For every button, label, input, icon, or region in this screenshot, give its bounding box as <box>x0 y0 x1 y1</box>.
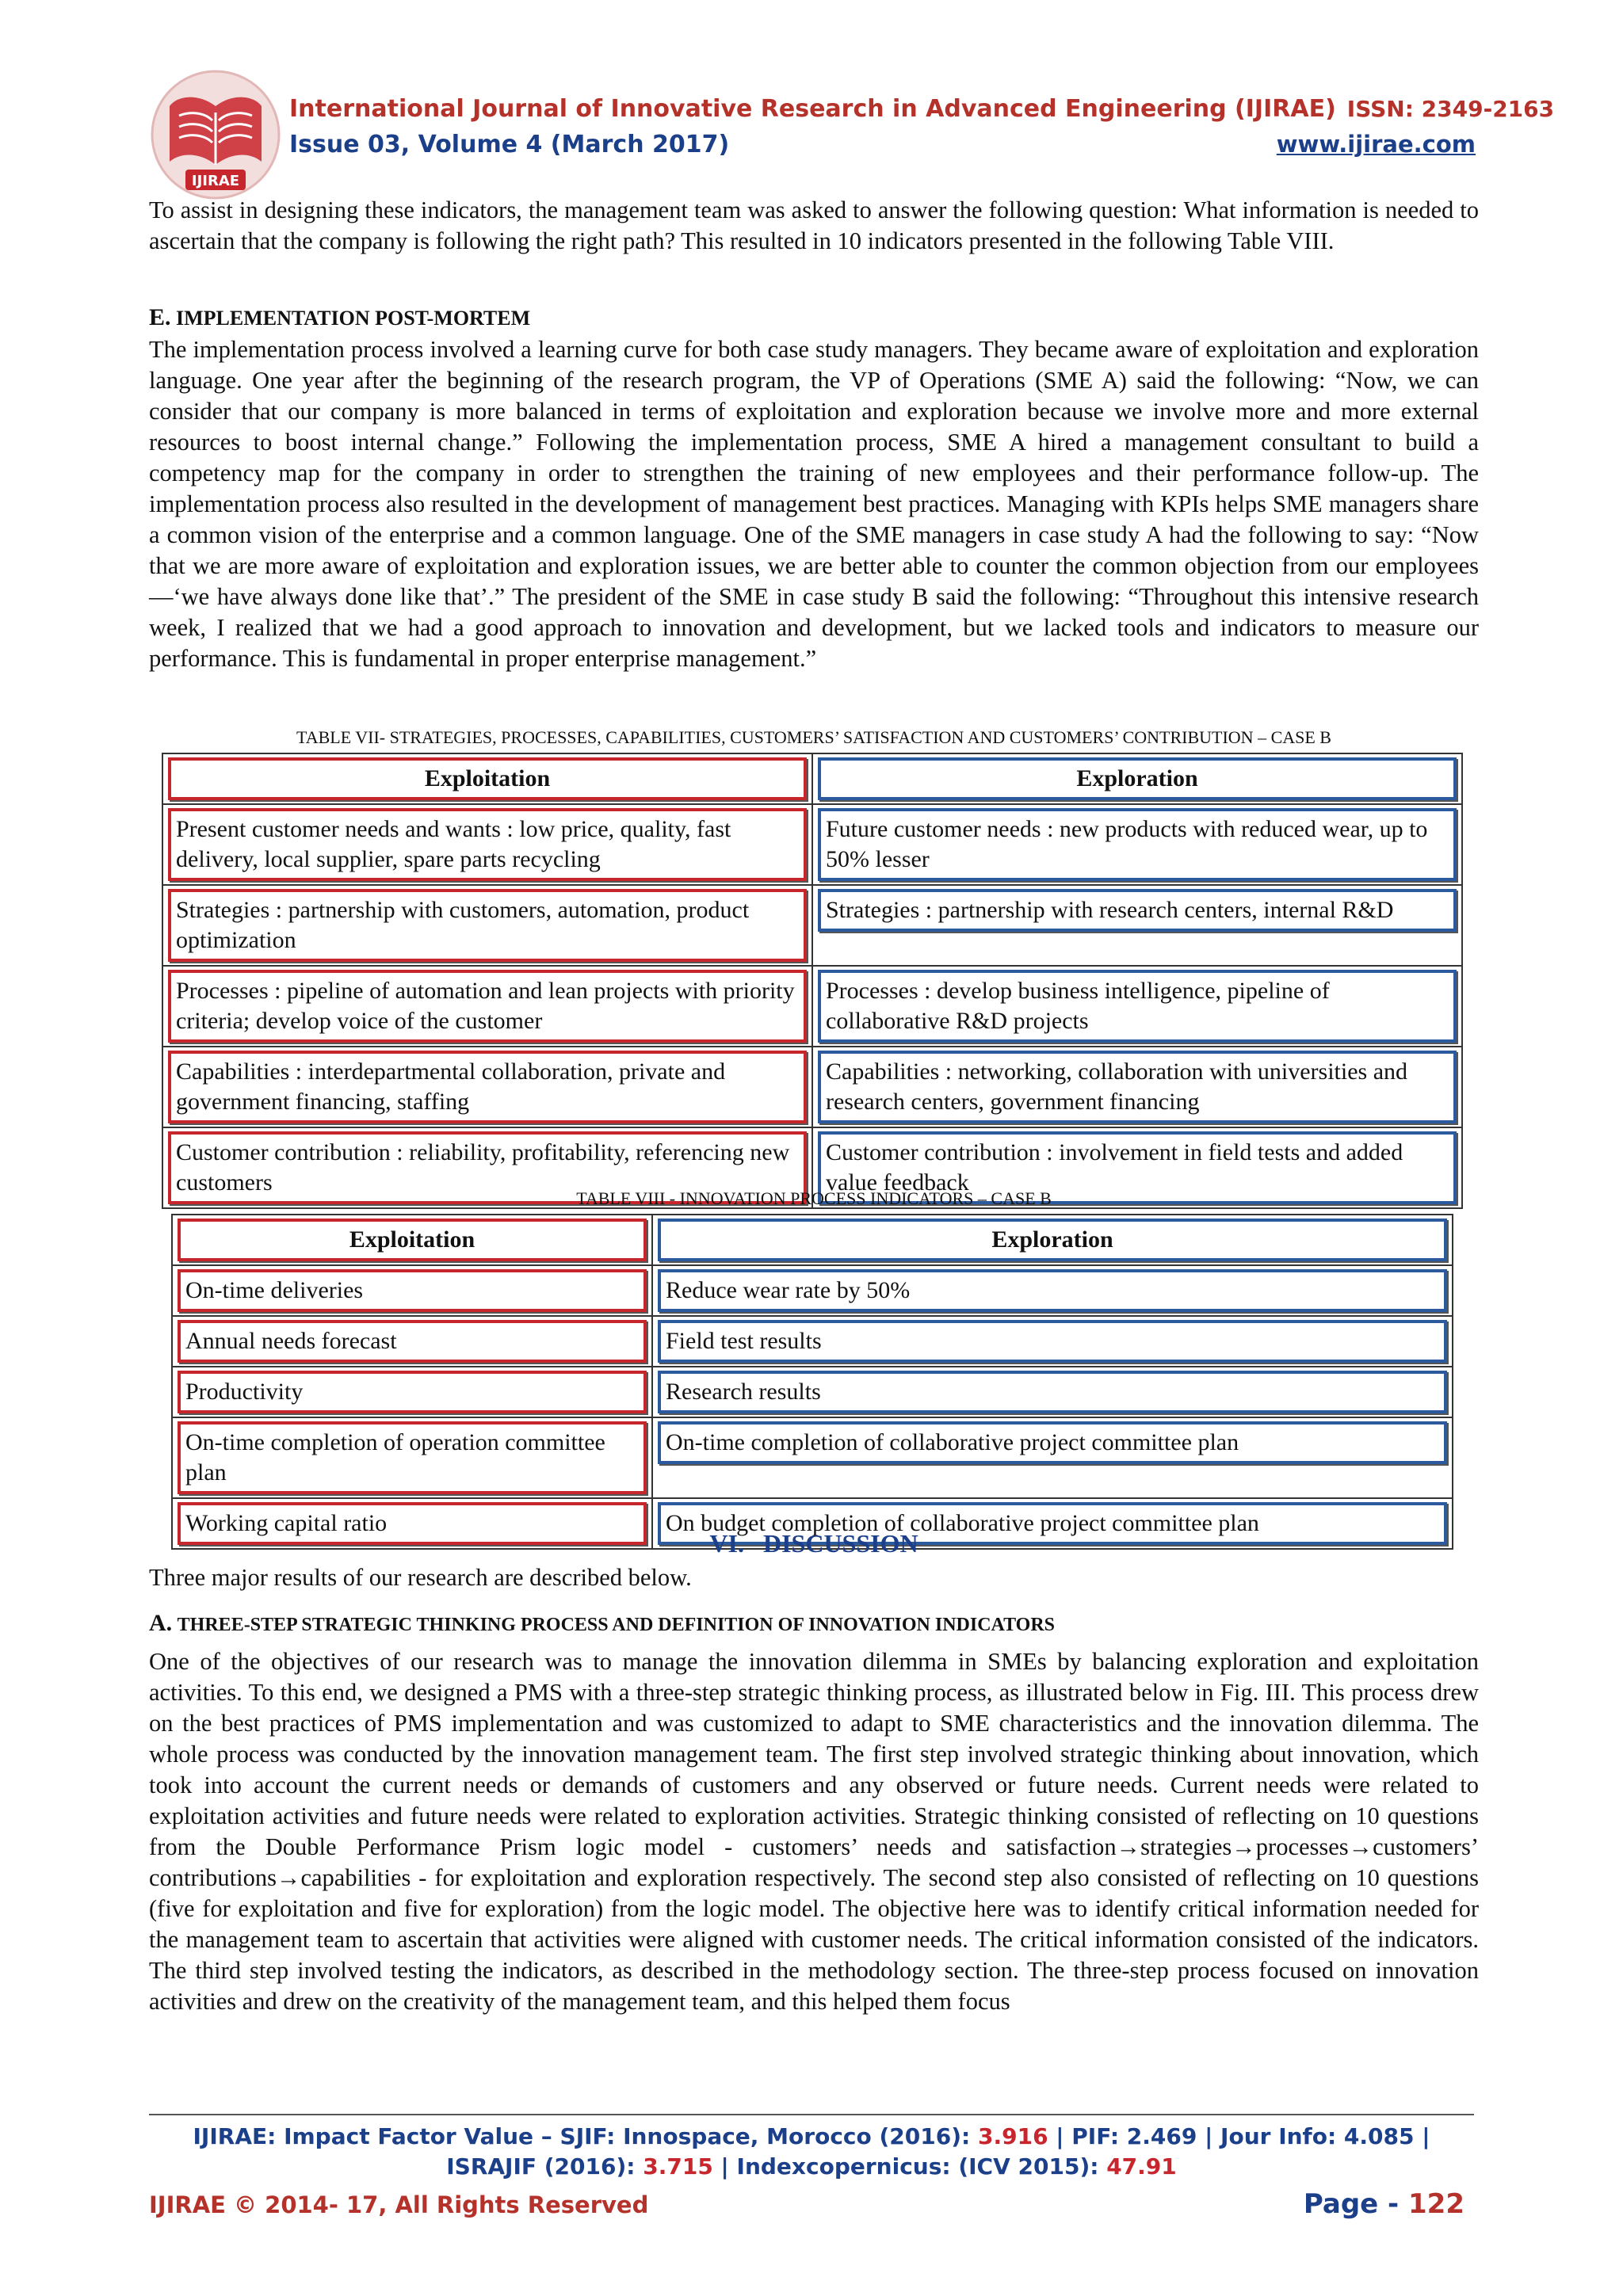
table8-cell: On-time completion of collaborative project committee plan <box>658 1421 1447 1464</box>
table7-cell: Processes : develop business intelligence, pipeline of collaborative R&D projects <box>818 970 1457 1043</box>
table7-cell: Future customer needs : new products with reduced wear, up to 50% lesser <box>818 808 1457 881</box>
section-a-heading <box>149 1610 1055 1637</box>
table8 <box>171 1214 1453 1550</box>
section-vi-heading: VI. DISCUSSION <box>709 1529 918 1558</box>
table-row <box>162 966 1462 1047</box>
intro-paragraph: To assist in designing these indicators, the management team was asked to answer the following question: What information is needed to ascertain that the company is following the right path? This resulted in 10 indicators presented in the following Table VIII. <box>149 196 1479 254</box>
issue-info: Issue 03, Volume 4 (March 2017) <box>289 131 730 158</box>
footer-sjif-value: 3.916 <box>977 2123 1048 2149</box>
section-a-title: THREE-STEP STRATEGIC THINKING PROCESS AND DEFINITION OF INNOVATION INDICATORS <box>177 1615 1056 1635</box>
table8-header-exploration: Exploration <box>658 1219 1447 1261</box>
footer-pif-info: | PIF: 2.469 | Jour Info: 4.085 | <box>1048 2123 1430 2149</box>
table-row <box>172 1265 1453 1316</box>
table7-cell: Present customer needs and wants : low price, quality, fast delivery, local supplier, spare parts recycling <box>168 808 807 881</box>
table8-cell: Reduce wear rate by 50% <box>658 1269 1447 1312</box>
table7-cell: Customer contribution : reliability, profitability, referencing new customers <box>168 1131 807 1204</box>
table-row <box>162 804 1462 885</box>
section-e-letter: E. <box>149 304 171 330</box>
table7-cell: Capabilities : interdepartmental collaboration, private and government financing, staffing <box>168 1051 807 1123</box>
table8-cell: On-time deliveries <box>178 1269 647 1312</box>
table8-cell: Field test results <box>658 1320 1447 1363</box>
copyright: IJIRAE © 2014- 17, All Rights Reserved <box>149 2191 649 2218</box>
journal-title <box>289 95 1554 123</box>
table7 <box>162 753 1463 1209</box>
table7-caption: TABLE VII- STRATEGIES, PROCESSES, CAPABILITIES, CUSTOMERS’ SATISFACTION AND CUSTOMERS’ CONTRIBUTION – CASE B <box>296 727 1331 747</box>
table7-cell: Customer contribution : involvement in field tests and added value feedback <box>818 1131 1457 1204</box>
section-vi-intro: Three major results of our research are described below. <box>149 1564 692 1591</box>
footer-israjif-value: 3.715 <box>643 2153 713 2180</box>
table7-header-row <box>162 753 1462 804</box>
table8-cell: Productivity <box>178 1371 647 1413</box>
footer-index-line <box>149 2153 1474 2180</box>
table7-cell: Processes : pipeline of automation and lean projects with priority criteria; develop voice of the customer <box>168 970 807 1043</box>
page-label: Page - <box>1303 2188 1409 2220</box>
table7-cell: Strategies : partnership with research centers, internal R&D <box>818 889 1457 932</box>
table-row <box>162 1047 1462 1127</box>
logo-text: IJIRAE <box>191 173 240 189</box>
table-row <box>172 1367 1453 1417</box>
footer-impact-line <box>149 2123 1474 2149</box>
section-e-heading <box>149 304 530 331</box>
table7-header-exploitation: Exploitation <box>168 757 807 800</box>
table7-cell: Strategies : partnership with customers, automation, product optimization <box>168 889 807 962</box>
issn: ISSN: 2349-2163 <box>1346 96 1555 122</box>
table8-cell: Research results <box>658 1371 1447 1413</box>
footer-sjif-label: IJIRAE: Impact Factor Value – SJIF: Innospace, Morocco (2016): <box>193 2123 978 2149</box>
table-row <box>172 1417 1453 1498</box>
table8-cell: Working capital ratio <box>178 1502 647 1545</box>
table7-cell: Capabilities : networking, collaboration with universities and research centers, government financing <box>818 1051 1457 1123</box>
journal-name: International Journal of Innovative Research in Advanced Engineering (IJIRAE) <box>289 95 1336 123</box>
table7-header-exploration: Exploration <box>818 757 1457 800</box>
footer-icv-value: 47.91 <box>1106 2153 1177 2180</box>
journal-url-link[interactable]: www.ijirae.com <box>1276 131 1476 158</box>
page-number-value: 122 <box>1408 2188 1465 2220</box>
section-a-paragraph: One of the objectives of our research was to manage the innovation dilemma in SMEs by balancing exploration and exploitation activities. To this end, we designed a PMS with a three-step strategic thinking process, as illustrated below in Fig. III. This process drew on the best practices of PMS implementation and was customized to adapt to SME characteristics and the innovation dilemma. The whole process was conducted by the innovation management team. The first step involved strategic thinking about innovation, which took into account the current needs or demands of customers and any observed or future needs. Current needs were related to exploitation activities and future needs were related to exploration activities. Strategic thinking consisted of reflecting on 10 questions from the Double Performance Prism logic model - customers’ needs and satisfaction→strategies→processes→customers’ contributions→capabilities - for exploitation and exploration respectively. The second step also consisted of reflecting on 10 questions (five for exploitation and five for exploration) from the logic model. The objective here was to identify critical information needed for the management team to ascertain that activities were aligned with customer needs. The critical information consisted of the indicators. The third step involved testing the indicators, as described in the methodology section. The three-step process focused on innovation activities and drew on the creativity of the management team, and this helped them focus <box>149 1648 1479 2015</box>
table8-cell: On budget completion of collaborative project committee plan <box>658 1502 1447 1545</box>
section-a-letter: A. <box>149 1610 173 1636</box>
page-number <box>1304 2188 1465 2220</box>
section-e-title: IMPLEMENTATION POST-MORTEM <box>176 307 531 330</box>
table-row <box>162 885 1462 966</box>
footer-israjif-label: ISRAJIF (2016): <box>446 2153 643 2180</box>
table8-header-exploitation: Exploitation <box>178 1219 647 1261</box>
table8-caption: TABLE VIII - INNOVATION PROCESS INDICATORS – CASE B <box>576 1188 1052 1208</box>
table-row <box>172 1316 1453 1367</box>
table8-cell: Annual needs forecast <box>178 1320 647 1363</box>
footer-divider <box>149 2114 1474 2115</box>
table8-cell: On-time completion of operation committee plan <box>178 1421 647 1494</box>
table8-header-row <box>172 1215 1453 1265</box>
ijirae-logo-icon <box>149 68 282 201</box>
section-e-paragraph: The implementation process involved a learning curve for both case study managers. They became aware of exploitation and exploration language. One year after the beginning of the research program, the VP of Operations (SME A) said the following: “Now, we can consider that our company is more balanced in terms of exploitation and exploration because we involve more and more external resources to boost internal change.” Following the implementation process, SME A hired a management consultant to build a competency map for the company in order to strengthen the training of new employees and their performance follow-up. The implementation process also resulted in the development of management best practices. Managing with KPIs helps SME managers share a common vision of the enterprise and a common language. One of the SME managers in case study A had the following to say: “Now that we are more aware of exploitation and exploration issues, we are better able to counter the common objection from our employees—‘we have always done like that’.” The president of the SME in case study B said the following: “Throughout this intensive research week, I realized that we had a good approach to innovation and development, but we lacked tools and indicators to measure our performance. This is fundamental in proper enterprise management.” <box>149 336 1479 672</box>
footer-icv-label: | Indexcopernicus: (ICV 2015): <box>712 2153 1107 2180</box>
